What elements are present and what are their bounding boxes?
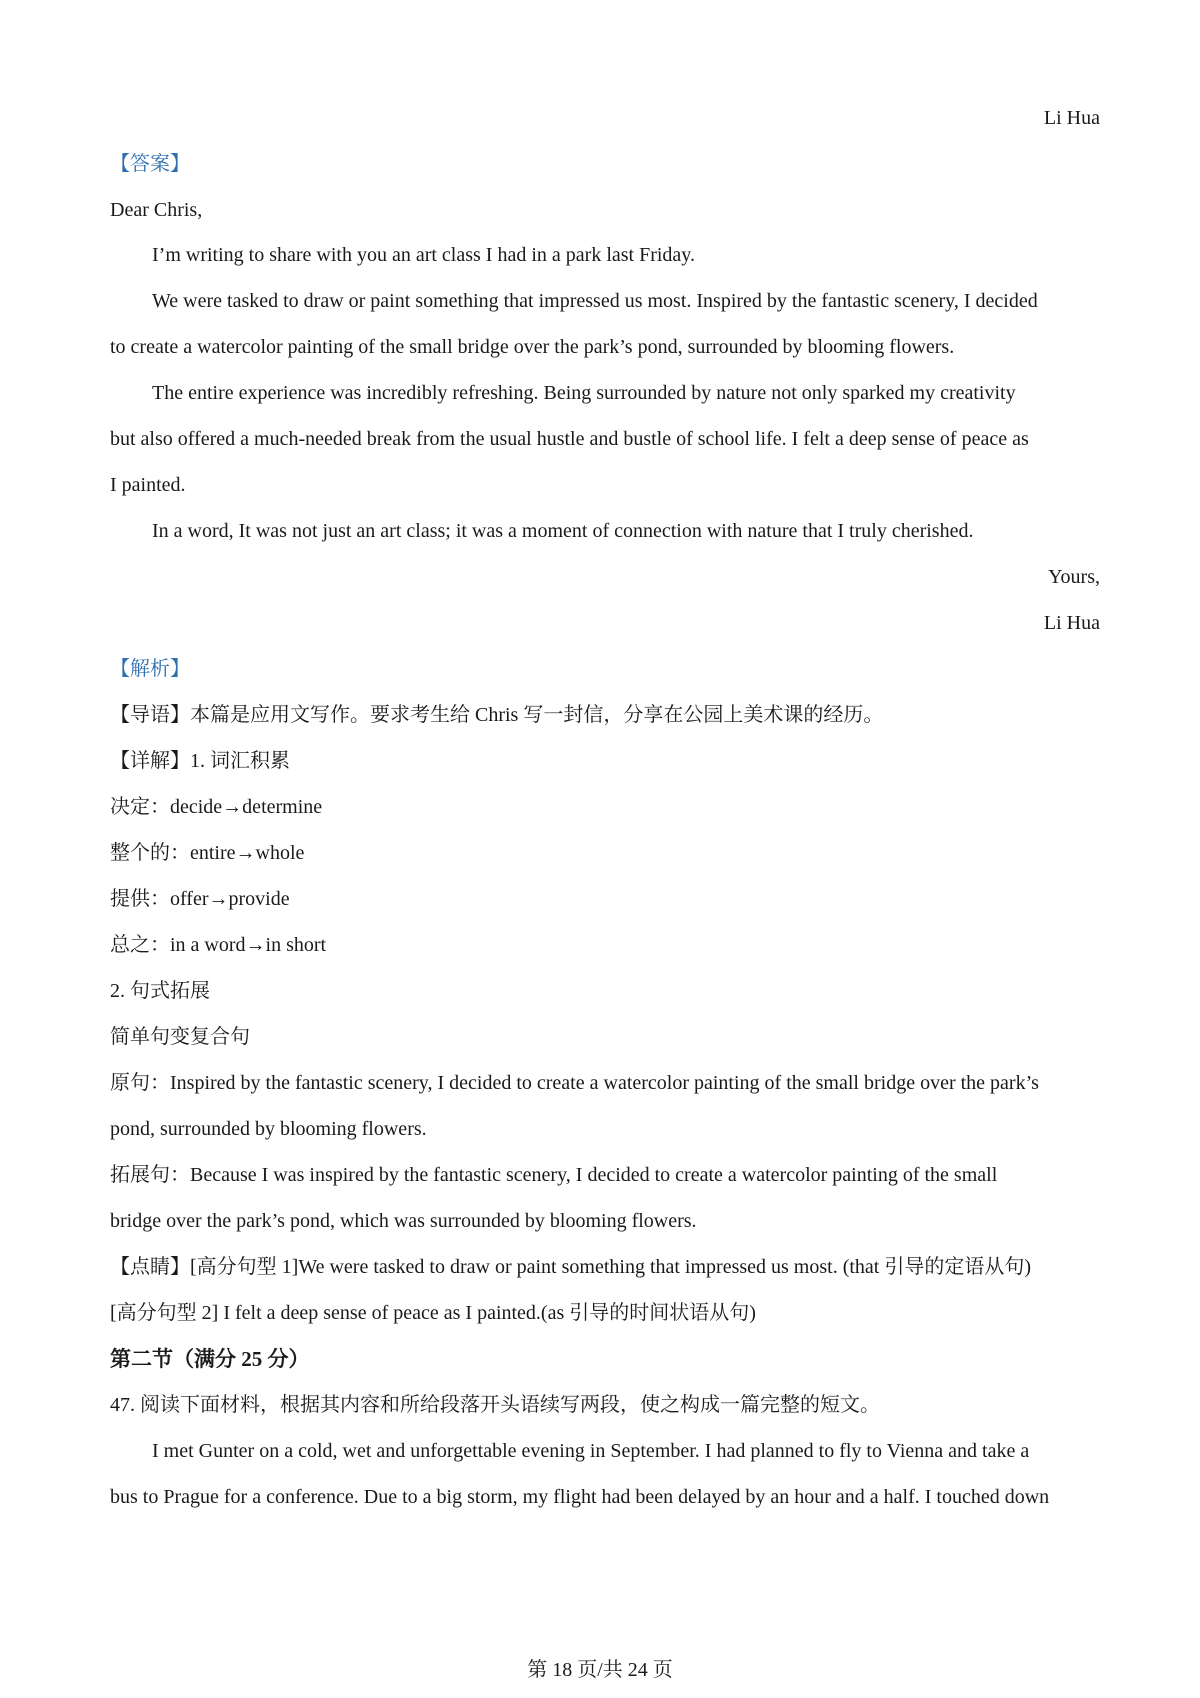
passage-line-1: I met Gunter on a cold, wet and unforgettable evening in September. I had planned to fly to Vienna and take a: [152, 1440, 1030, 1462]
question-prompt: 47. 阅读下面材料，根据其内容和所给段落开头语续写两段，使之构成一篇完整的短文。: [110, 1394, 880, 1416]
letter-paragraph-4: In a word, It was not just an art class; it was a moment of connection with nature that I truly cherished.: [152, 520, 974, 542]
letter-paragraph-1: I’m writing to share with you an art class I had in a park last Friday.: [152, 244, 696, 266]
letter-signature: Li Hua: [1043, 612, 1100, 634]
letter-paragraph-2-line-2: to create a watercolor painting of the small bridge over the park’s pond, surrounded by blooming flowers.: [110, 336, 955, 358]
analysis-detail-heading: 【详解】1. 词汇积累: [110, 750, 290, 772]
vocab-item: 总之：in a word→in short: [110, 934, 327, 956]
section-title: 第二节（满分 25 分）: [110, 1347, 310, 1371]
highlight-line-1: 【点睛】[高分句型 1]We were tasked to draw or paint something that impressed us most. (that 引导的定语从句): [110, 1256, 1032, 1278]
analysis-label: 【解析】: [110, 658, 190, 680]
original-sentence-line-2: pond, surrounded by blooming flowers.: [110, 1118, 427, 1140]
header-signature: Li Hua: [1043, 107, 1100, 129]
analysis-section-2: 2. 句式拓展: [110, 980, 210, 1002]
letter-paragraph-3-line-3: I painted.: [110, 474, 186, 496]
passage-line-2: bus to Prague for a conference. Due to a big storm, my flight had been delayed by an hour and a half. I touched down: [110, 1486, 1050, 1508]
answer-label: 【答案】: [110, 153, 190, 175]
analysis-section-2-sub: 简单句变复合句: [110, 1026, 250, 1048]
highlight-line-2: [高分句型 2] I felt a deep sense of peace as I painted.(as 引导的时间状语从句): [110, 1302, 756, 1324]
vocab-item: 决定：decide→determine: [110, 796, 323, 818]
vocab-item: 提供：offer→provide: [110, 888, 290, 910]
original-sentence-line-1: 原句：Inspired by the fantastic scenery, I decided to create a watercolor painting of the small bridge over the park’s: [110, 1072, 1039, 1094]
letter-greeting: Dear Chris,: [110, 199, 203, 221]
letter-paragraph-2-line-1: We were tasked to draw or paint something that impressed us most. Inspired by the fantastic scenery, I decided: [152, 290, 1038, 312]
letter-closing: Yours,: [1048, 566, 1100, 588]
page-footer: 第 18 页/共 24 页: [527, 1659, 673, 1681]
analysis-intro: 【导语】本篇是应用文写作。要求考生给 Chris 写一封信，分享在公园上美术课的经历。: [110, 704, 884, 726]
letter-paragraph-3-line-2: but also offered a much-needed break from the usual hustle and bustle of school life. I felt a deep sense of peace as: [110, 428, 1029, 450]
extended-sentence-line-1: 拓展句：Because I was inspired by the fantastic scenery, I decided to create a watercolor painting of the small: [110, 1164, 998, 1186]
vocab-item: 整个的：entire→whole: [110, 842, 305, 864]
letter-paragraph-3-line-1: The entire experience was incredibly refreshing. Being surrounded by nature not only sparked my creativity: [152, 382, 1016, 404]
extended-sentence-line-2: bridge over the park’s pond, which was surrounded by blooming flowers.: [110, 1210, 697, 1232]
